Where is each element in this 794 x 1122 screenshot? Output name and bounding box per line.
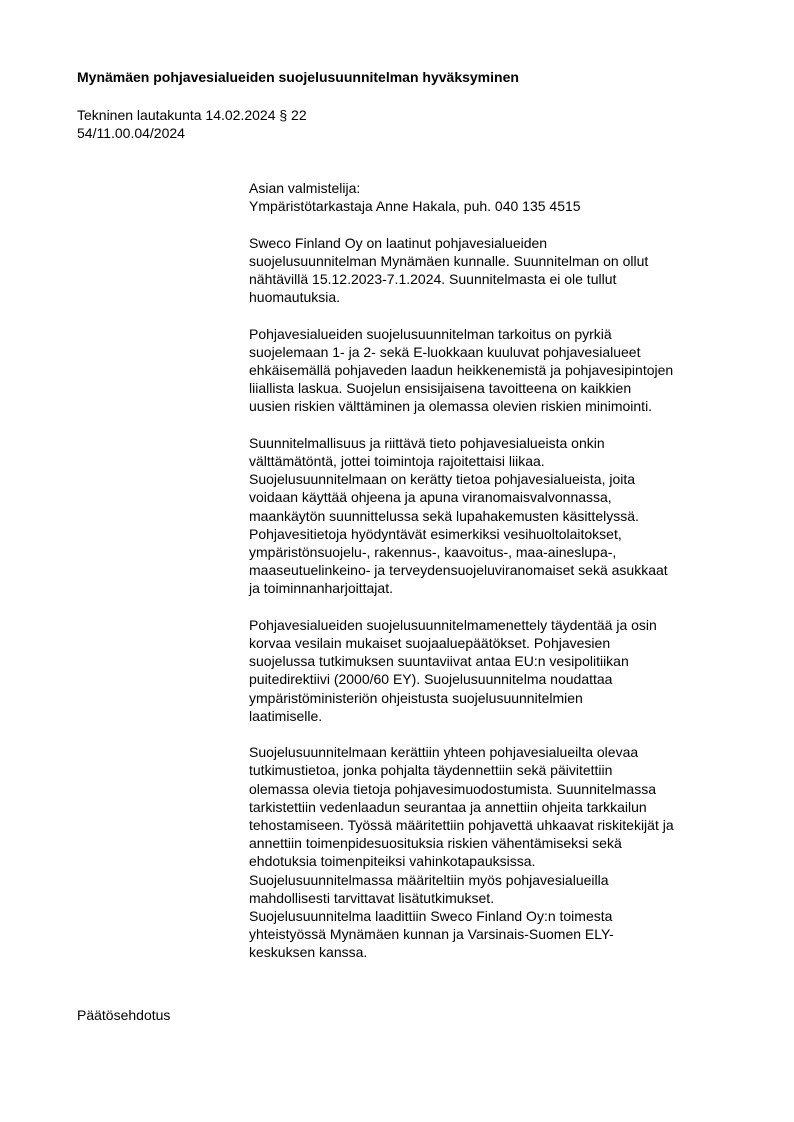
paragraph-line: huomautuksia. bbox=[249, 289, 341, 306]
meeting-reference: Tekninen lautakunta 14.02.2024 § 22 bbox=[77, 107, 307, 123]
paragraph-line: välttämätöntä, jottei toimintoja rajoitettaisi liikaa. bbox=[249, 453, 545, 469]
paragraph-line: ympäristöministeriön ohjeistusta suojelusuunnitelmien bbox=[249, 689, 583, 706]
paragraph-line: tutkimustietoa, jonka pohjalta täydennettiin sekä päivitettiin bbox=[249, 762, 613, 779]
paragraph-line: ympäristönsuojelu-, rakennus-, kaavoitus-, maa-aineslupa-, bbox=[249, 544, 617, 561]
preparer-block bbox=[249, 179, 739, 215]
meeting-info bbox=[77, 106, 307, 142]
paragraph-line: maankäytön suunnittelussa sekä lupahakemusten käsittelyssä. bbox=[249, 507, 639, 524]
paragraph-line: Pohjavesialueiden suojelusuunnitelman tarkoitus on pyrkiä bbox=[249, 325, 612, 342]
paragraph-line: suojelussa tutkimuksen suuntaviivat antaa EU:n vesipolitiikan bbox=[249, 653, 629, 670]
paragraph-line: olemassa olevia tietoja pohjavesimuodostumista. Suunnitelmassa bbox=[249, 780, 656, 797]
paragraph-line: ehkäisemällä pohjaveden laadun heikkenemistä ja pohjavesipintojen bbox=[249, 362, 674, 378]
paragraph-line: Suojelusuunnitelma laadittiin Sweco Finland Oy:n toimesta bbox=[249, 908, 613, 925]
paragraph-line: mahdollisesti tarvittavat lisätutkimukset. bbox=[249, 889, 495, 906]
paragraph-line: keskuksen kanssa. bbox=[249, 944, 368, 961]
body-paragraph bbox=[249, 434, 739, 598]
decision-heading: Päätösehdotus bbox=[77, 1007, 171, 1023]
body-paragraph bbox=[249, 234, 739, 307]
paragraph-line: yhteistyössä Mynämäen kunnan ja Varsinais-Suomen ELY- bbox=[249, 926, 614, 943]
paragraph-line: tehostamiseen. Työssä määritettiin pohjavettä uhkaavat riskitekijät ja bbox=[249, 817, 674, 834]
paragraph-line: korvaa vesilain mukaiset suojaaluepäätökset. Pohjavesien bbox=[249, 635, 611, 652]
record-number: 54/11.00.04/2024 bbox=[77, 125, 185, 141]
paragraph-line: Suojelusuunnitelmassa määriteltiin myös pohjavesialueilla bbox=[249, 871, 609, 888]
paragraph-line: liiallista laskua. Suojelun ensisijaisena tavoitteena on kaikkien bbox=[249, 380, 632, 397]
paragraph-line: laatimiselle. bbox=[249, 707, 323, 724]
paragraph-line: Suojelusuunnitelmaan kerättiin yhteen pohjavesialueilta olevaa bbox=[249, 744, 639, 761]
paragraph-line: ehdotuksia toimenpiteiksi vahinkotapauksissa. bbox=[249, 853, 536, 870]
paragraph-line: tarkistettiin vedenlaadun seurantaa ja annettiin ohjeita tarkkailun bbox=[249, 798, 647, 815]
paragraph-line: ja toiminnanharjoittajat. bbox=[249, 580, 393, 597]
body-paragraph bbox=[249, 743, 739, 961]
paragraph-line: annettiin toimenpidesuosituksia riskien vähentämiseksi sekä bbox=[249, 835, 622, 852]
body-paragraphs bbox=[249, 234, 739, 962]
paragraph-line: uusien riskien välttäminen ja olemassa olevien riskien minimointi. bbox=[249, 398, 653, 415]
paragraph-line: suojelemaan 1- ja 2- sekä E-luokkaan kuuluvat pohjavesialueet bbox=[249, 343, 641, 360]
paragraph-line: Sweco Finland Oy on laatinut pohjavesialueiden bbox=[249, 234, 548, 251]
body-paragraph bbox=[249, 325, 739, 416]
document-title: Mynämäen pohjavesialueiden suojelusuunnitelman hyväksyminen bbox=[77, 69, 519, 85]
paragraph-line: voidaan käyttää ohjeena ja apuna viranomaisvalvonnassa, bbox=[249, 489, 612, 506]
paragraph-line: maaseutuelinkeino- ja terveydensuojeluviranomaiset sekä asukkaat bbox=[249, 562, 668, 579]
paragraph-line: Pohjavesitietoja hyödyntävät esimerkiksi vesihuoltolaitokset, bbox=[249, 525, 622, 542]
preparer-label: Asian valmistelija: bbox=[249, 180, 361, 196]
paragraph-line: Suunnitelmallisuus ja riittävä tieto pohjavesialueista onkin bbox=[249, 434, 605, 451]
preparer-name: Ympäristötarkastaja Anne Hakala, puh. 040 135 4515 bbox=[249, 198, 581, 215]
body-paragraph bbox=[249, 616, 739, 725]
paragraph-line: puitedirektiivi (2000/60 EY). Suojelusuunnitelma noudattaa bbox=[249, 671, 613, 688]
paragraph-line: Suojelusuunnitelmaan on kerätty tietoa pohjavesialueista, joita bbox=[249, 471, 636, 488]
document-body bbox=[249, 179, 739, 980]
paragraph-line: Pohjavesialueiden suojelusuunnitelmamenettely täydentää ja osin bbox=[249, 616, 657, 633]
paragraph-line: nähtävillä 15.12.2023-7.1.2024. Suunnitelmasta ei ole tullut bbox=[249, 271, 617, 287]
paragraph-line: suojelusuunnitelman Mynämäen kunnalle. Suunnitelman on ollut bbox=[249, 252, 649, 269]
